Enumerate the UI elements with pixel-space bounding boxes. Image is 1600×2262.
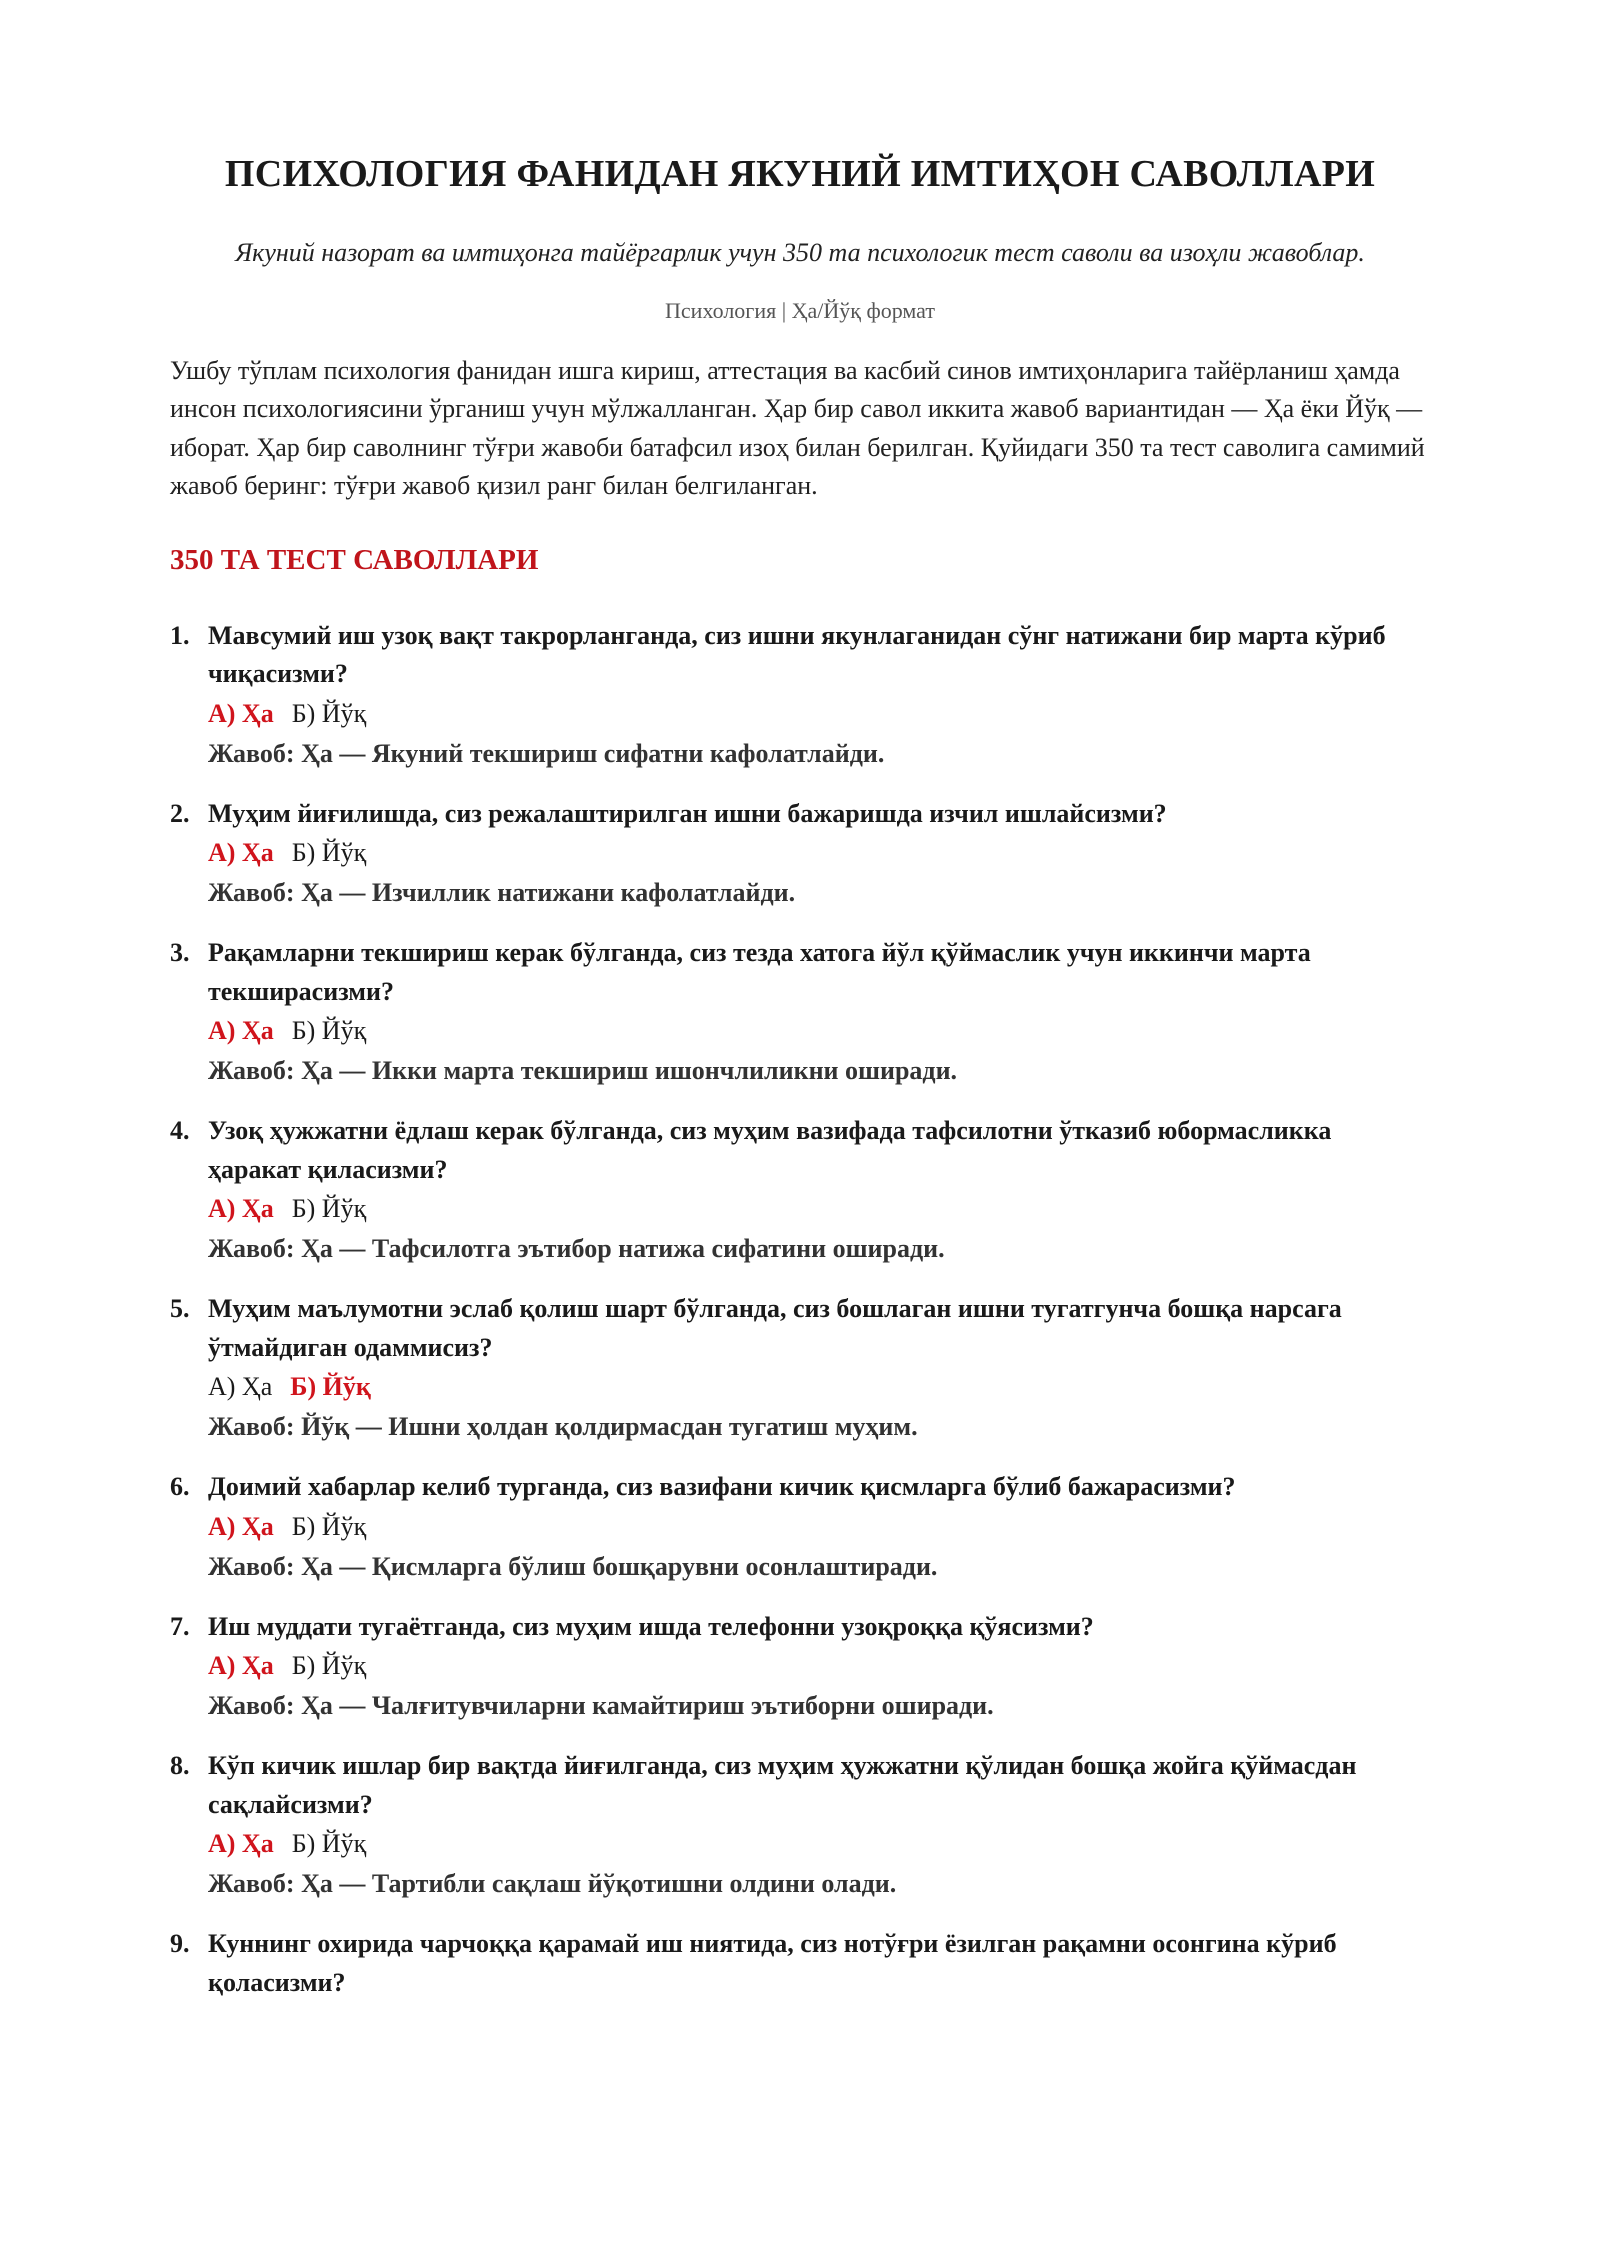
question-text: [170, 1290, 1430, 1367]
question-body: Муҳим маълумотни эслаб қолиш шарт бўлганда, сиз бошлаган ишни тугатгунча бошқа нарсага ўтмайдиган одаммисиз?: [208, 1294, 1342, 1362]
question-number: 7.: [170, 1611, 190, 1641]
answer-explanation: Жавоб: Ҳа — Якуний текшириш сифатни кафолатлайди.: [208, 738, 885, 768]
option-b[interactable]: Б) Йўқ: [291, 1194, 367, 1224]
option-b[interactable]: Б) Йўқ: [291, 1016, 367, 1046]
answer-options: [170, 1011, 1430, 1051]
page-meta: Психология | Ҳа/Йўқ формат: [665, 297, 935, 323]
question-item: [170, 795, 1430, 914]
option-a-correct[interactable]: А) Ҳа: [208, 838, 274, 868]
option-b[interactable]: Б) Йўқ: [291, 698, 367, 728]
option-b[interactable]: Б) Йўқ: [291, 1511, 367, 1541]
page-title: ПСИХОЛОГИЯ ФАНИДАН ЯКУНИЙ ИМТИҲОН САВОЛЛАРИ: [224, 153, 1376, 195]
answer-options: [170, 1646, 1430, 1686]
answer-options: [170, 694, 1430, 734]
question-text: [170, 1608, 1430, 1647]
option-a-correct[interactable]: А) Ҳа: [208, 1829, 274, 1859]
question-text: [170, 1468, 1430, 1507]
intro-paragraph: Ушбу тўплам психология фанидан ишга кириш, аттестация ва касбий синов имтиҳонларига тайёрланиш ҳамда инсон психологиясини ўрганиш учун мўлжалланган. Ҳар бир савол иккита жавоб вариантидан — Ҳа ёки Йўқ — иборат. Ҳар бир саволнинг тўғри жавоби батафсил изоҳ билан берилган. Қуйидаги 350 та тест саволига самимий жавоб беринг: тўғри жавоб қизил ранг билан белгиланган.: [170, 355, 1425, 501]
question-body: Кўп кичик ишлар бир вақтда йиғилганда, сиз муҳим ҳужжатни қўлидан бошқа жойга қўймасдан сақлайсизми?: [208, 1751, 1357, 1819]
question-body: Муҳим йиғилишда, сиз режалаштирилган ишни бажаришда изчил ишлайсизми?: [208, 798, 1167, 828]
question-text: [170, 1112, 1430, 1189]
answer-explanation: Жавоб: Ҳа — Чалғитувчиларни камайтириш эътиборни оширади.: [208, 1691, 994, 1721]
question-number: 1.: [170, 620, 190, 650]
question-number: 4.: [170, 1116, 190, 1146]
question-text: [170, 934, 1430, 1011]
answer-explanation: Жавоб: Йўқ — Ишни ҳолдан қолдирмасдан тугатиш муҳим.: [208, 1412, 918, 1442]
question-item: [170, 1468, 1430, 1587]
question-text: [170, 1925, 1430, 2002]
question-body: Куннинг охирида чарчоққа қарамай иш ниятида, сиз нотўғри ёзилган рақамни осонгина кўриб қоласизми?: [208, 1929, 1337, 1997]
question-list: [170, 617, 1430, 2003]
option-a-correct[interactable]: А) Ҳа: [208, 698, 274, 728]
answer-options: [170, 1824, 1430, 1864]
question-number: 5.: [170, 1294, 190, 1324]
answer-explanation: Жавоб: Ҳа — Қисмларга бўлиш бошқарувни осонлаштиради.: [208, 1551, 938, 1581]
option-b[interactable]: Б) Йўқ: [291, 838, 367, 868]
option-a[interactable]: А) Ҳа: [208, 1372, 273, 1402]
question-number: 6.: [170, 1472, 190, 1502]
answer-explanation: Жавоб: Ҳа — Изчиллик натижани кафолатлайди.: [208, 878, 796, 908]
question-item: [170, 934, 1430, 1091]
question-item: [170, 1747, 1430, 1904]
question-body: Доимий хабарлар келиб турганда, сиз вазифани кичик қисмларга бўлиб бажарасизми?: [208, 1472, 1236, 1502]
section-heading: 350 ТА ТЕСТ САВОЛЛАРИ: [170, 543, 539, 576]
answer-explanation: Жавоб: Ҳа — Икки марта текшириш ишончлиликни оширади.: [208, 1056, 958, 1086]
page-subtitle: Якуний назорат ва имтиҳонга тайёргарлик учун 350 та психологик тест саволи ва изоҳли жавоблар.: [235, 237, 1365, 267]
option-a-correct[interactable]: А) Ҳа: [208, 1511, 274, 1541]
question-item: [170, 1290, 1430, 1447]
option-a-correct[interactable]: А) Ҳа: [208, 1016, 274, 1046]
question-item: [170, 1112, 1430, 1269]
answer-explanation: Жавоб: Ҳа — Тафсилотга эътибор натижа сифатини оширади.: [208, 1234, 945, 1264]
answer-options: [170, 1367, 1430, 1407]
question-item: [170, 1608, 1430, 1727]
question-body: Иш муддати тугаётганда, сиз муҳим ишда телефонни узоқроққа қўясизми?: [208, 1611, 1094, 1641]
answer-options: [170, 1507, 1430, 1547]
option-a-correct[interactable]: А) Ҳа: [208, 1194, 274, 1224]
answer-explanation: Жавоб: Ҳа — Тартибли сақлаш йўқотишни олдини олади.: [208, 1869, 897, 1899]
question-body: Рақамларни текшириш керак бўлганда, сиз тезда хатога йўл қўймаслик учун иккинчи марта текширасизми?: [208, 938, 1311, 1006]
answer-options: [170, 1189, 1430, 1229]
option-b[interactable]: Б) Йўқ: [291, 1651, 367, 1681]
option-a-correct[interactable]: А) Ҳа: [208, 1651, 274, 1681]
question-number: 8.: [170, 1751, 190, 1781]
question-body: Мавсумий иш узоқ вақт такрорланганда, сиз ишни якунлаганидан сўнг натижани бир марта кўриб чиқасизми?: [208, 620, 1386, 689]
question-text: [170, 1747, 1430, 1824]
answer-options: [170, 833, 1430, 873]
question-body: Узоқ ҳужжатни ёдлаш керак бўлганда, сиз муҳим вазифада тафсилотни ўтказиб юбормасликка ҳаракат қиласизми?: [208, 1116, 1332, 1184]
option-b[interactable]: Б) Йўқ: [291, 1829, 367, 1859]
option-b-correct[interactable]: Б) Йўқ: [290, 1372, 371, 1402]
question-number: 3.: [170, 938, 190, 968]
question-number: 2.: [170, 798, 190, 828]
question-text: [170, 617, 1430, 694]
question-text: [170, 795, 1430, 834]
question-item: [170, 617, 1430, 774]
question-number: 9.: [170, 1929, 190, 1959]
question-item: [170, 1925, 1430, 2002]
